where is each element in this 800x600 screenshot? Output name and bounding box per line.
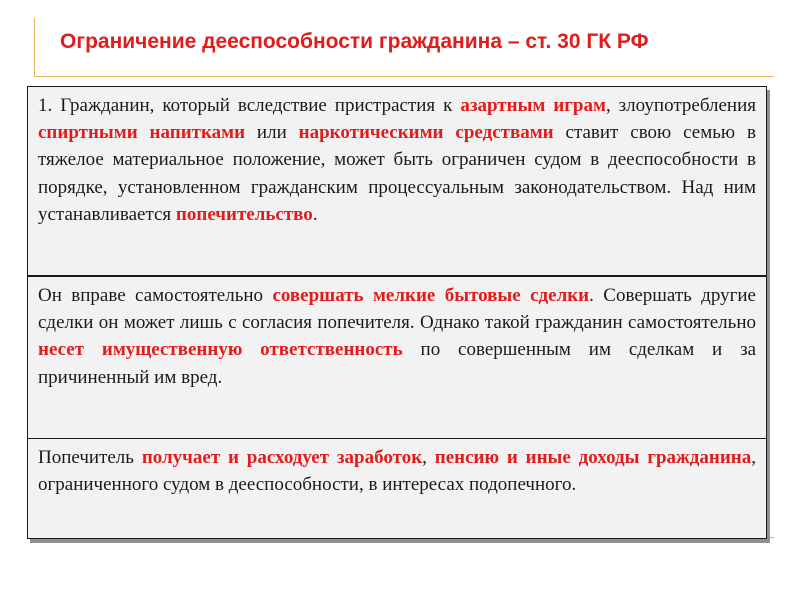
highlight-small-deals: совершать мелкие бытовые сделки <box>272 285 590 306</box>
slide-title: Ограничение дееспособности гражданина – ст. 30 ГК РФ <box>60 30 649 53</box>
text-segment: , ограниченного судом в дееспособности, в интересах подопечного. <box>38 447 756 496</box>
highlight-guardianship: попечительство <box>175 203 313 225</box>
highlight-pension: пенсию и иные доходы гражданина <box>434 447 752 468</box>
text-segment: или <box>245 122 299 144</box>
text-segment: Он вправе самостоятельно <box>38 285 273 306</box>
text-segment: по совершенным им сделкам и за причиненный им вред. <box>38 339 757 388</box>
text-segment: Попечитель <box>38 447 142 468</box>
text-segment: . Совершать другие сделки он может лишь с согласия попечителя. Однако такой гражданин самостоятельно <box>38 285 756 334</box>
text-segment: , <box>422 447 435 468</box>
text-block-guardian <box>27 438 767 539</box>
decorative-vertical-line <box>34 18 35 76</box>
highlight-drugs: наркотическими средствами <box>298 122 554 144</box>
text-segment: , злоупотребления <box>605 95 756 116</box>
highlight-liability: несет имущественную ответственность <box>38 339 403 361</box>
text-block-rights <box>27 276 767 440</box>
text-segment: ставит свою семью в тяжелое материальное положение, может быть ограничен судом в дееспособности в порядке, установленном гражданским процессуальным законодательством. Над ним устанавливается <box>38 122 756 225</box>
highlight-alcohol: спиртными напитками <box>38 122 246 144</box>
highlight-gambling: азартным играм <box>460 95 606 116</box>
text-segment: . <box>312 203 318 225</box>
text-block-restriction <box>27 86 767 276</box>
decorative-top-line <box>34 76 774 77</box>
text-segment: 1. Гражданин, который вследствие пристрастия к <box>38 95 461 116</box>
highlight-earnings: получает и расходует заработок <box>141 447 423 468</box>
